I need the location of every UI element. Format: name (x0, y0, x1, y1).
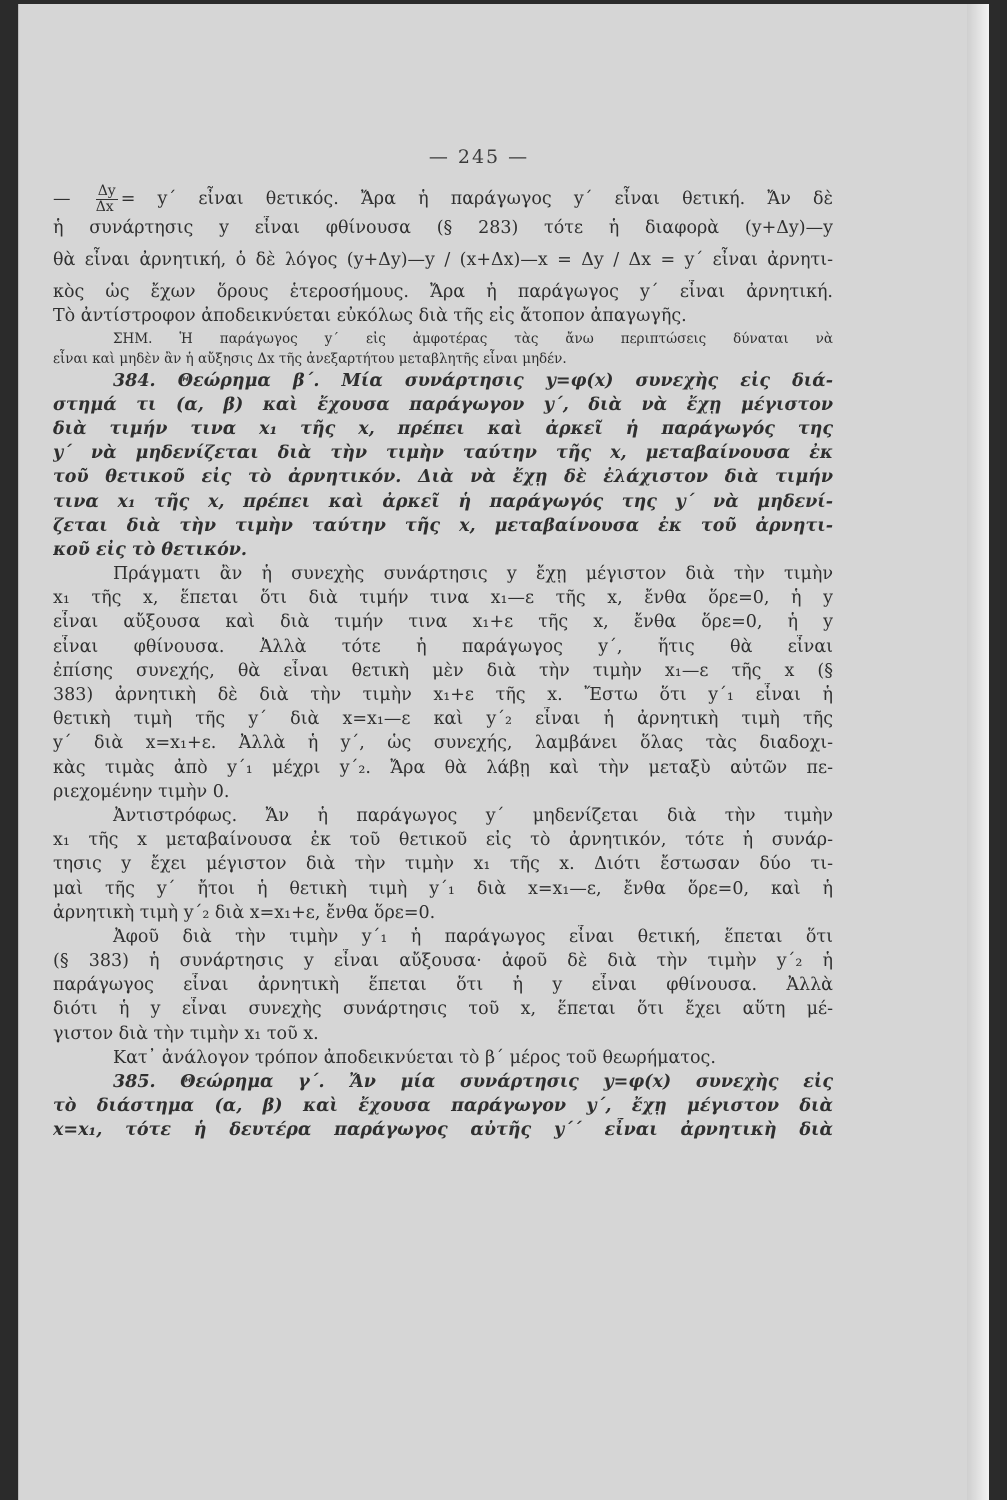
fraction (96, 184, 118, 215)
text-line: 384. Θεώρημα β΄. Μία συνάρτησις y=φ(x) συνεχὴς εἰς διά- (113, 370, 833, 391)
text-line: x₁ τῆς x, ἕπεται ὅτι διὰ τιμήν τινα x₁—ε τῆς x, ἔνθα ὅρε=0, ἡ y (53, 588, 833, 609)
text-line: ριεχομένην τιμὴν 0. (53, 781, 230, 802)
text-line: διότι ἡ y εἶναι συνεχὴς συνάρτησις τοῦ x, ἕπεται ὅτι ἔχει αὕτη μέ- (53, 999, 833, 1020)
text-line: x₁ τῆς x μεταβαίνουσα ἐκ τοῦ θετικοῦ εἰς τὸ ἀρνητικόν, τότε ἡ συνάρ- (53, 830, 833, 851)
text-line: x=x₁, τότε ἡ δευτέρα παράγωγος αὐτῆς y΄΄ εἶναι ἀρνητικὴ διὰ (53, 1120, 833, 1141)
text-line: Ἀφοῦ διὰ τὴν τιμὴν y΄₁ ἡ παράγωγος εἶναι θετική, ἕπεται ὅτι (113, 926, 833, 947)
text-line: τησις y ἔχει μέγιστον διὰ τὴν τιμὴν x₁ τῆς x. Διότι ἔστωσαν δύο τι- (53, 854, 833, 875)
text-line: 383) ἀρνητικὴ δὲ διὰ τὴν τιμὴν x₁+ε τῆς x. Ἔστω ὅτι y΄₁ εἶναι ἡ (53, 685, 833, 705)
body-text (53, 182, 833, 1143)
text-line: ἀρνητικὴ τιμὴ y΄₂ διὰ x=x₁+ε, ἔνθα ὅρε=0. (53, 902, 436, 923)
text-line: παράγωγος εἶναι ἀρνητικὴ ἕπεται ὅτι ἡ y εἶναι φθίνουσα. Ἀλλὰ (53, 975, 833, 996)
text-line: κοῦ εἰς τὸ θετικόν. (53, 539, 247, 560)
text-line: τοῦ θετικοῦ εἰς τὸ ἀρνητικόν. Διὰ νὰ ἔχῃ δὲ ἐλάχιστον διὰ τιμήν (53, 467, 833, 488)
book-page (18, 4, 989, 1500)
text-line: γιστον διὰ τὴν τιμὴν x₁ τοῦ x. (53, 1023, 319, 1044)
text-line: ΣΗΜ. Ἡ παράγωγος y΄ εἰς ἀμφοτέρας τὰς ἄνω περιπτώσεις δύναται νὰ (113, 330, 833, 347)
text-line: τὸ διάστημα (α, β) καὶ ἔχουσα παράγωγον y΄, ἔχῃ μέγιστον διὰ (53, 1096, 833, 1117)
text-line: ἐπίσης συνεχής, θὰ εἶναι θετικὴ μὲν διὰ τὴν τιμὴν x₁—ε τῆς x (§ (53, 660, 833, 681)
text-line: Κατ᾽ ἀνάλογον τρόπον ἀποδεικνύεται τὸ β΄ μέρος τοῦ θεωρήματος. (113, 1047, 716, 1068)
text-line: Πράγματι ἂν ἡ συνεχὴς συνάρτησις y ἔχῃ μέγιστον διὰ τὴν τιμὴν (113, 564, 833, 585)
text-line: Ἀντιστρόφως. Ἄν ἡ παράγωγος y΄ μηδενίζεται διὰ τὴν τιμὴν (113, 805, 833, 826)
text-line: — $\frac{\Delta y}{\Delta x}$ = y΄ εἶναι θετικός. Ἄρα ἡ παράγωγος y΄ εἶναι θετική. Ἄν δὲ (53, 183, 833, 215)
text-line-content: = y΄ εἶναι θετικός. Ἄρα ἡ παράγωγος y΄ εἶναι θετική. Ἄν δὲ (120, 189, 833, 209)
text-line: 385. Θεώρημα γ΄. Ἄν μία συνάρτησις y=φ(x) συνεχὴς εἰς (113, 1072, 833, 1092)
text-line: (§ 383) ἡ συνάρτησις y εἶναι αὔξουσα· ἀφοῦ δὲ διὰ τὴν τιμὴν y΄₂ ἡ (53, 951, 833, 972)
text-line: εἶναι αὔξουσα καὶ διὰ τιμήν τινα x₁+ε τῆς x, ἔνθα ὅρε=0, ἡ y (53, 612, 833, 633)
text-line: διὰ τιμήν τινα x₁ τῆς x, πρέπει καὶ ἀρκεῖ ἡ παράγωγός της (53, 418, 833, 439)
text-line: θετικὴ τιμὴ τῆς y΄ διὰ x=x₁—ε καὶ y΄₂ εἶναι ἡ ἀρνητικὴ τιμὴ τῆς (53, 709, 833, 730)
text-line: Τὸ ἀντίστροφον ἀποδεικνύεται εὐκόλως διὰ τῆς εἰς ἄτοπον ἀπαγωγῆς. (53, 306, 687, 327)
fraction-denominator: Δx (95, 199, 114, 215)
text-line: y΄ νὰ μηδενίζεται διὰ τὴν τιμὴν ταύτην τῆς x, μεταβαίνουσα ἐκ (53, 443, 833, 464)
text-line: τινα x₁ τῆς x, πρέπει καὶ ἀρκεῖ ἡ παράγωγός της y΄ νὰ μηδενί- (53, 491, 833, 512)
text-line: ἡ συνάρτησις y εἶναι φθίνουσα (§ 283) τότε ἡ διαφορὰ (y+Δy)—y (53, 218, 833, 238)
text-line: θὰ εἶναι ἀρνητική, ὁ δὲ λόγος (y+Δy)—y / (x+Δx)—x = Δy / Δx = y΄ εἶναι ἀρνητι- (53, 250, 833, 271)
page-number: — 245 — (428, 146, 530, 168)
text-line: εἶναι καὶ μηδὲν ἂν ἡ αὔξησις Δx τῆς ἀνεξαρτήτου μεταβλητῆς εἶναι μηδέν. (53, 350, 567, 367)
text-line: κὸς ὡς ἔχων ὅρους ἑτεροσήμους. Ἄρα ἡ παράγωγος y΄ εἶναι ἀρνητική. (53, 282, 833, 303)
text-line: στημά τι (α, β) καὶ ἔχουσα παράγωγον y΄, διὰ νὰ ἔχῃ μέγιστον (53, 394, 833, 415)
text-line: ζεται διὰ τὴν τιμὴν ταύτην τῆς x, μεταβαίνουσα ἐκ τοῦ ἀρνητι- (53, 515, 833, 536)
text-line: μαὶ τῆς y΄ ἤτοι ἡ θετικὴ τιμὴ y΄₁ διὰ x=x₁—ε, ἔνθα ὅρε=0, καὶ ἡ (53, 878, 833, 899)
text-line: y΄ διὰ x=x₁+ε. Ἀλλὰ ἡ y΄, ὡς συνεχής, λαμβάνει ὅλας τὰς διαδοχι- (53, 733, 833, 754)
text-line: εἶναι φθίνουσα. Ἀλλὰ τότε ἡ παράγωγος y΄, ἥτις θὰ εἶναι (53, 636, 833, 657)
fraction-numerator: Δy (97, 183, 116, 199)
page-edge (967, 4, 989, 1500)
text-line: κὰς τιμὰς ἀπὸ y΄₁ μέχρι y΄₂. Ἄρα θὰ λάβῃ καὶ τὴν μεταξὺ αὐτῶν πε- (53, 757, 833, 778)
